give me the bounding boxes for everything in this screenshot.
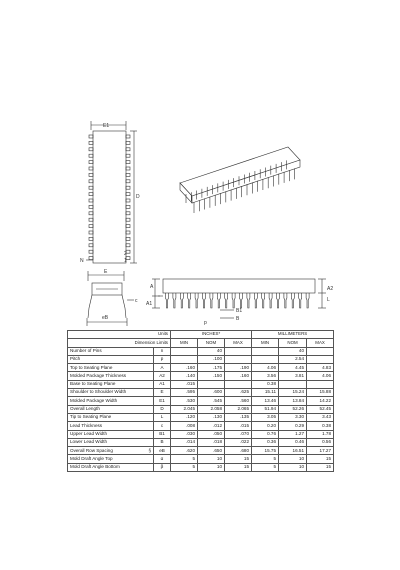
pin-left [89, 135, 93, 138]
inch-value: 10 [198, 455, 225, 463]
mm-value: 15 [307, 463, 334, 471]
row-symbol: A2 [154, 372, 171, 380]
isometric-view [180, 147, 300, 213]
dimension-limits-label: Dimension Limits [68, 339, 171, 347]
row-name-cell [68, 422, 154, 430]
pin-left [89, 161, 93, 164]
side-pin [166, 293, 169, 308]
end-view [87, 271, 134, 326]
label-p: p [204, 320, 207, 326]
pin-left [89, 244, 93, 247]
row-name: Overall Row Spacing [70, 447, 113, 453]
mm-value: 5 [252, 455, 279, 463]
col-header: MAX [225, 339, 252, 347]
col-header: MAX [307, 339, 334, 347]
pin-right [126, 225, 130, 228]
inch-value: .015 [225, 422, 252, 430]
table-row [68, 447, 334, 455]
inch-value: .014 [171, 438, 198, 446]
row-name: Upper Lead Width [70, 430, 108, 436]
side-pin [247, 293, 250, 308]
row-symbol: eB [154, 447, 171, 455]
inch-value: .595 [171, 389, 198, 397]
side-pin [254, 293, 257, 308]
mm-value: 2.54 [279, 355, 307, 363]
table-row [68, 438, 334, 446]
side-pin [180, 293, 183, 308]
mm-value: 15 [307, 455, 334, 463]
label-e: E [104, 269, 108, 275]
mm-value: 5 [252, 463, 279, 471]
mm-value: 17.27 [307, 447, 334, 455]
table-row [68, 355, 334, 363]
row-name: Top to Seating Plane [70, 364, 113, 370]
inch-value: .140 [171, 372, 198, 380]
side-pin [291, 293, 294, 308]
side-pin [284, 293, 287, 308]
mm-value: 14.22 [307, 397, 334, 405]
table-row [68, 372, 334, 380]
inch-value: .012 [198, 422, 225, 430]
inch-value: .135 [225, 413, 252, 421]
inch-value: .022 [225, 438, 252, 446]
row-symbol: A1 [154, 380, 171, 388]
inch-value [171, 355, 198, 363]
mm-value [252, 355, 279, 363]
mm-value: 52.45 [307, 405, 334, 413]
inch-value: .600 [198, 389, 225, 397]
inch-value: .530 [171, 397, 198, 405]
side-pin [173, 293, 176, 308]
table-row [68, 397, 334, 405]
row-name: Shoulder to Shoulder Width [70, 389, 127, 395]
mm-value: 13.84 [279, 397, 307, 405]
mm-value: 0.46 [279, 438, 307, 446]
side-pin [277, 293, 280, 308]
inch-value: 15 [225, 455, 252, 463]
mm-value: 3.05 [252, 413, 279, 421]
pin-left [89, 225, 93, 228]
pin-right [126, 154, 130, 157]
row-name-cell [68, 397, 154, 405]
mm-value: 0.38 [252, 380, 279, 388]
label-pin2: 2 [124, 251, 127, 257]
pin-right [126, 186, 130, 189]
top-view [86, 121, 137, 263]
inch-value: 40 [198, 347, 225, 355]
inch-value: .030 [171, 430, 198, 438]
row-symbol: E1 [154, 397, 171, 405]
mm-value: 15.11 [252, 389, 279, 397]
pin-left [89, 257, 93, 260]
inch-value: .008 [171, 422, 198, 430]
pin-left [89, 167, 93, 170]
label-pin1: 1 [124, 258, 127, 264]
mm-value: 15.88 [307, 389, 334, 397]
pin-right [126, 148, 130, 151]
row-name-cell [68, 455, 154, 463]
inch-value: .680 [225, 447, 252, 455]
side-pin [306, 293, 309, 308]
col-header: NOM [198, 339, 225, 347]
col-header: MIN [252, 339, 279, 347]
mm-value: 52.26 [279, 405, 307, 413]
mm-value: 0.76 [252, 430, 279, 438]
row-symbol: p [154, 355, 171, 363]
inch-value [225, 355, 252, 363]
label-b: B [236, 316, 240, 322]
label-l: L [327, 297, 330, 303]
row-name: Lead Thickness [70, 422, 103, 428]
pin-right [126, 180, 130, 183]
inch-value [171, 347, 198, 355]
pin-left [89, 250, 93, 253]
mm-value: 3.81 [279, 372, 307, 380]
mm-value [307, 347, 334, 355]
label-n: N [80, 258, 84, 264]
table-row [68, 380, 334, 388]
inch-value: .650 [198, 447, 225, 455]
row-name: Base to Seating Plane [70, 381, 116, 387]
mm-value [307, 355, 334, 363]
pin-right [126, 205, 130, 208]
mm-value [252, 347, 279, 355]
col-header: NOM [279, 339, 307, 347]
table-header-limits-row [68, 339, 334, 347]
row-name-cell [68, 447, 154, 455]
table-row [68, 405, 334, 413]
mm-value: 0.36 [252, 438, 279, 446]
inch-value: .190 [225, 364, 252, 372]
pin-left [89, 148, 93, 151]
pin-left [89, 186, 93, 189]
mm-value: 4.83 [307, 364, 334, 372]
mm-value: 0.29 [279, 422, 307, 430]
side-pin [195, 293, 198, 308]
inch-value: .625 [225, 389, 252, 397]
table-row [68, 413, 334, 421]
mm-value: 4.06 [307, 372, 334, 380]
row-name-cell [68, 430, 154, 438]
inch-value: 2.045 [171, 405, 198, 413]
pin-left [89, 218, 93, 221]
mm-value: 4.06 [252, 364, 279, 372]
pin-right [126, 212, 130, 215]
side-pin [240, 293, 243, 308]
inch-value: .620 [171, 447, 198, 455]
row-name-cell [68, 355, 154, 363]
table-row [68, 364, 334, 372]
row-symbol: E [154, 389, 171, 397]
row-name-cell [68, 372, 154, 380]
inch-value: .150 [198, 372, 225, 380]
label-a: A [150, 284, 154, 290]
mm-value: 15.75 [252, 447, 279, 455]
mm-value [307, 380, 334, 388]
mm-value: 10 [279, 463, 307, 471]
row-name-cell [68, 463, 154, 471]
row-name: Molded Package Thickness [70, 372, 127, 378]
inch-value [225, 347, 252, 355]
inch-value: 2.065 [225, 405, 252, 413]
mm-value: 16.51 [279, 447, 307, 455]
mm-value: 40 [279, 347, 307, 355]
row-name-cell [68, 405, 154, 413]
mm-value: 0.20 [252, 422, 279, 430]
inch-value: .050 [198, 430, 225, 438]
pin-left [89, 212, 93, 215]
table-row [68, 347, 334, 355]
mm-value: 0.38 [307, 422, 334, 430]
row-name: Pitch [70, 356, 81, 362]
row-symbol: A [154, 364, 171, 372]
row-name: Tip to Seating Plane [70, 414, 112, 420]
pin-left [89, 237, 93, 240]
row-name: Number of Pins [70, 347, 102, 353]
mm-value: 10 [279, 455, 307, 463]
row-symbol: B [154, 438, 171, 446]
table-row [68, 389, 334, 397]
inch-value: .018 [198, 438, 225, 446]
mm-value [279, 380, 307, 388]
pin-left [89, 231, 93, 234]
pin-left [89, 199, 93, 202]
mm-value: 1.27 [279, 430, 307, 438]
pin-right [126, 218, 130, 221]
label-b1: B1 [236, 308, 243, 314]
pin-left [89, 180, 93, 183]
mm-value: 1.78 [307, 430, 334, 438]
pin-right [126, 237, 130, 240]
side-pin [210, 293, 213, 308]
label-d: D [136, 194, 140, 200]
mm-value: 4.45 [279, 364, 307, 372]
label-a2: A2 [327, 286, 334, 292]
pin-right [126, 244, 130, 247]
pin-right [126, 193, 130, 196]
inch-value [225, 380, 252, 388]
mm-value: 3.43 [307, 413, 334, 421]
pin-right [126, 161, 130, 164]
inch-value: .130 [198, 413, 225, 421]
units-label: Units [68, 331, 171, 339]
row-symbol: α [154, 455, 171, 463]
pin-left [89, 205, 93, 208]
inch-value: 5 [171, 463, 198, 471]
col-header: MIN [171, 339, 198, 347]
inch-value: .120 [171, 413, 198, 421]
side-pin [225, 293, 228, 308]
label-eb: eB [102, 315, 109, 321]
row-symbol: n [154, 347, 171, 355]
side-pin [262, 293, 265, 308]
row-name: Mold Draft Angle Bottom [70, 464, 120, 470]
pin-left [89, 193, 93, 196]
inch-value: .160 [171, 364, 198, 372]
row-symbol: L [154, 413, 171, 421]
row-name: Overall Length [70, 406, 100, 412]
inch-value: .100 [198, 355, 225, 363]
row-symbol: D [154, 405, 171, 413]
row-symbol: B1 [154, 430, 171, 438]
row-symbol: β [154, 463, 171, 471]
inch-value: .560 [225, 397, 252, 405]
mm-value: 51.94 [252, 405, 279, 413]
pin-left [89, 141, 93, 144]
side-pin [188, 293, 191, 308]
row-name-cell [68, 389, 154, 397]
row-name: Mold Draft Angle Top [70, 455, 113, 461]
side-pin [299, 293, 302, 308]
inch-value: .015 [171, 380, 198, 388]
mm-value: 3.56 [252, 372, 279, 380]
row-symbol: c [154, 422, 171, 430]
side-pin [217, 293, 220, 308]
pin-left [89, 154, 93, 157]
inch-value: 10 [198, 463, 225, 471]
side-pin [269, 293, 272, 308]
row-name-cell [68, 438, 154, 446]
side-pin [232, 293, 235, 308]
pin-right [126, 199, 130, 202]
label-e1: E1 [103, 123, 110, 129]
table-row [68, 463, 334, 471]
dimensions-table [67, 330, 334, 472]
mm-value: 13.46 [252, 397, 279, 405]
pin-right [126, 173, 130, 176]
table-row [68, 430, 334, 438]
mm-value: 15.24 [279, 389, 307, 397]
table-row [68, 455, 334, 463]
label-a1: A1 [146, 301, 153, 307]
inch-value: .545 [198, 397, 225, 405]
mm-value: 3.30 [279, 413, 307, 421]
table-row [68, 422, 334, 430]
inch-value: 5 [171, 455, 198, 463]
row-name-cell [68, 364, 154, 372]
inch-value: .175 [198, 364, 225, 372]
inches-header: INCHES* [171, 331, 252, 339]
inch-value [198, 380, 225, 388]
pin-right [126, 231, 130, 234]
millimeters-header: MILLIMETERS [252, 331, 334, 339]
pin-left [89, 173, 93, 176]
pin-right [126, 167, 130, 170]
inch-value: 15 [225, 463, 252, 471]
inch-value: .070 [225, 430, 252, 438]
row-name-cell [68, 413, 154, 421]
row-name-cell [68, 380, 154, 388]
row-mark: § [148, 447, 151, 453]
pin-right [126, 141, 130, 144]
inch-value: .160 [225, 372, 252, 380]
row-name-cell [68, 347, 154, 355]
inch-value: 2.058 [198, 405, 225, 413]
table-header-units-row [68, 331, 334, 339]
row-name: Molded Package Width [70, 397, 118, 403]
row-name: Lower Lead Width [70, 439, 108, 445]
side-pin [203, 293, 206, 308]
pin-right [126, 135, 130, 138]
label-c: c [135, 298, 138, 304]
mm-value: 0.56 [307, 438, 334, 446]
